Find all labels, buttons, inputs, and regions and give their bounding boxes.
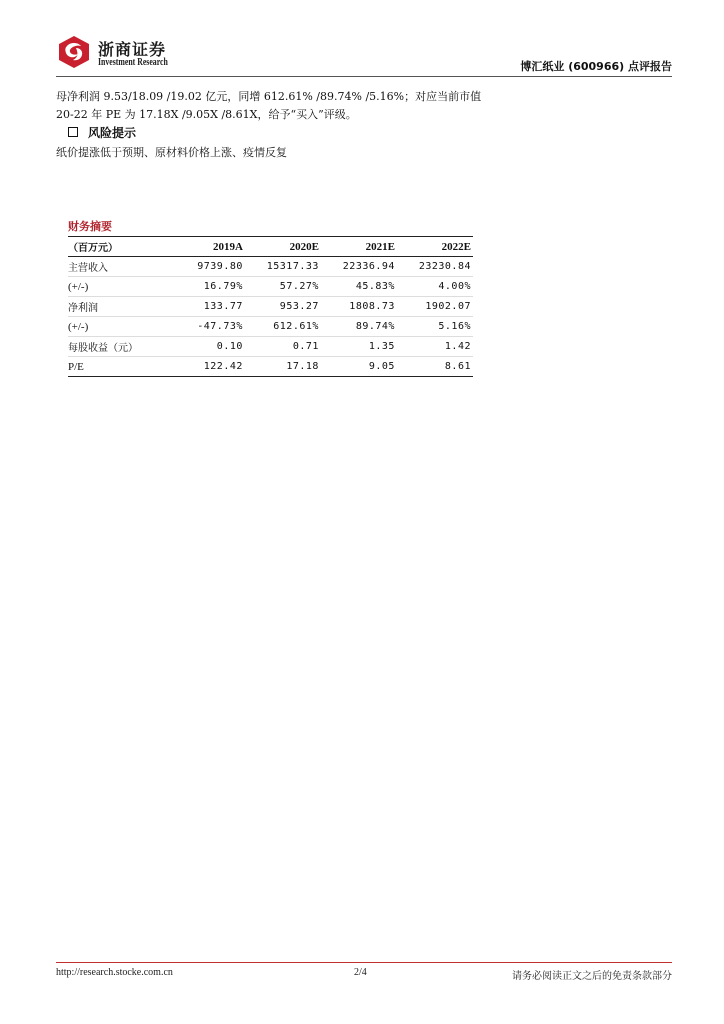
- row-label: 净利润: [68, 303, 98, 314]
- table-row: [68, 297, 473, 317]
- table-cell: 1.35: [368, 341, 395, 352]
- table-cell: 953.27: [279, 301, 319, 312]
- page-number: 2/4: [354, 967, 367, 978]
- table-cell: 16.79%: [203, 281, 243, 292]
- row-label: (+/-): [68, 320, 89, 333]
- table-cell: -47.73%: [197, 321, 243, 332]
- row-label: P/E: [68, 360, 84, 373]
- table-cell: 5.16%: [438, 321, 471, 332]
- table-header-2019a: 2019A: [212, 240, 243, 253]
- table-row: [68, 277, 473, 297]
- risk-text: 纸价提涨低于预期、原材料价格上涨、疫情反复: [56, 146, 287, 159]
- table-cell: 0.10: [216, 341, 243, 352]
- table-cell: 4.00%: [438, 281, 471, 292]
- table-header-2021e: 2021E: [365, 240, 395, 253]
- table-cell: 22336.94: [342, 261, 395, 272]
- brand-name: 浙商证券: [98, 40, 167, 59]
- checkbox-bullet-icon: [68, 127, 78, 137]
- table-cell: 45.83%: [355, 281, 395, 292]
- table-cell: 8.61: [444, 361, 471, 372]
- table-header-row: [68, 237, 473, 257]
- row-label: (+/-): [68, 280, 89, 293]
- table-cell: 89.74%: [355, 321, 395, 332]
- financial-summary-table: [68, 236, 473, 377]
- row-label: 主营收入: [68, 263, 108, 274]
- table-cell: 9739.80: [197, 261, 243, 272]
- table-cell: 1902.07: [425, 301, 471, 312]
- brand-logo-icon: [56, 34, 92, 70]
- table-cell: 133.77: [203, 301, 243, 312]
- table-cell: 9.05: [368, 361, 395, 372]
- table-cell: 1.42: [444, 341, 471, 352]
- table-cell: 0.71: [292, 341, 319, 352]
- risk-heading-label: 风险提示: [88, 126, 137, 140]
- brand-subtitle: Investment Research: [98, 57, 168, 68]
- table-cell: 1808.73: [349, 301, 395, 312]
- table-header-2020e: 2020E: [289, 240, 319, 253]
- table-row: [68, 317, 473, 337]
- footer-divider: [56, 962, 672, 963]
- summary-line-1: 母净利润 9.53/18.09 /19.02 亿元，同增 612.61% /89.74% /5.16%；对应当前市值: [56, 90, 482, 103]
- table-cell: 23230.84: [418, 261, 471, 272]
- table-row: [68, 337, 473, 357]
- header-divider: [56, 76, 672, 77]
- risk-heading: [68, 124, 136, 141]
- table-row: [68, 357, 473, 377]
- disclaimer-note: 请务必阅读正文之后的免责条款部分: [512, 971, 672, 982]
- row-label: 每股收益（元）: [68, 343, 138, 354]
- table-header-unit: （百万元）: [68, 243, 118, 254]
- table-row: [68, 257, 473, 277]
- table-header-2022e: 2022E: [441, 240, 471, 253]
- table-cell: 122.42: [203, 361, 243, 372]
- summary-line-2: 20-22 年 PE 为 17.18X /9.05X /8.61X，给予“买入”评级。: [56, 108, 357, 121]
- brand-logo: [56, 34, 186, 70]
- table-cell: 57.27%: [279, 281, 319, 292]
- table-cell: 612.61%: [273, 321, 319, 332]
- financial-summary-title: 财务摘要: [68, 220, 112, 233]
- table-cell: 17.18: [286, 361, 319, 372]
- report-title: 博汇纸业 (600966) 点评报告: [520, 60, 672, 73]
- table-cell: 15317.33: [266, 261, 319, 272]
- footer-website-link[interactable]: http://research.stocke.com.cn: [56, 967, 173, 978]
